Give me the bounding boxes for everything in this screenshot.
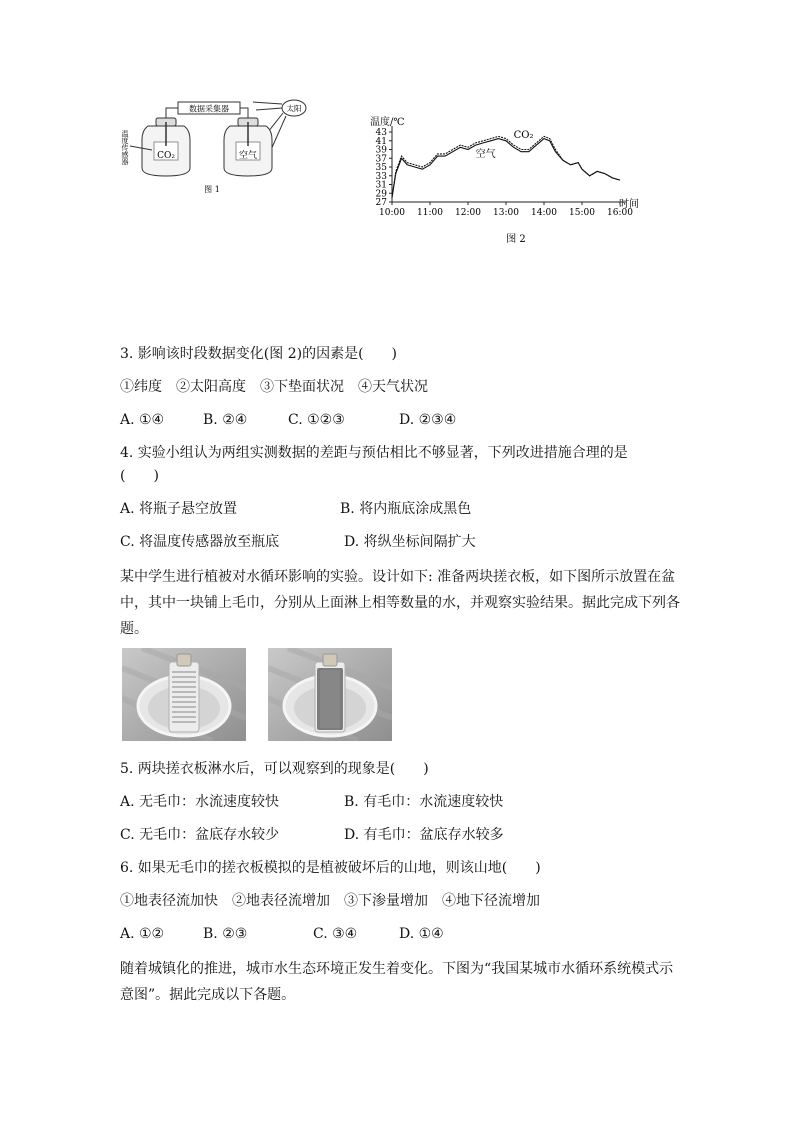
photo-washboard-no-towel — [122, 648, 246, 741]
y-tick-label: 43 — [375, 128, 387, 138]
q4-option-b: B. 将内瓶底涂成黑色 — [340, 501, 472, 517]
q6-option-c: C. ③④ — [313, 926, 358, 942]
q5-option-a: A. 无毛巾：水流速度较快 — [120, 794, 280, 810]
co2-jar-label: CO₂ — [157, 151, 175, 161]
q3-option-c: C. ①②③ — [288, 412, 345, 428]
y-tick-label: 35 — [375, 163, 387, 173]
figure-2-caption: 图 2 — [506, 234, 526, 245]
q4-option-a: A. 将瓶子悬空放置 — [120, 501, 238, 517]
y-axis-label: 温度/℃ — [370, 117, 405, 128]
figure-2-chart — [364, 112, 654, 252]
x-tick-label: 10:00 — [379, 208, 405, 218]
y-tick-label: 37 — [375, 154, 387, 165]
q5-stem: 5. 两块搓衣板淋水后，可以观察到的现象是( ) — [120, 761, 429, 777]
x-tick-label: 13:00 — [493, 208, 519, 218]
x-tick-label: 12:00 — [455, 208, 481, 218]
sensor-label: 温度传感器 — [121, 130, 129, 165]
x-tick-label: 16:00 — [607, 208, 633, 218]
q4-stem-paren: ( ) — [120, 468, 159, 484]
y-tick-label: 27 — [375, 198, 387, 208]
q3-items: ①纬度 ②太阳高度 ③下垫面状况 ④天气状况 — [120, 379, 428, 395]
q3-option-d: D. ②③④ — [399, 412, 457, 428]
air-jar-label: 空气 — [238, 151, 258, 161]
q6-option-d: D. ①④ — [399, 926, 444, 942]
q4-option-c: C. 将温度传感器放至瓶底 — [120, 534, 280, 550]
x-axis-label: 时间 — [619, 199, 639, 210]
q3-option-a: A. ①④ — [120, 412, 165, 428]
intro-paragraph-urban-water: 随着城镇化的推进，城市水生态环境正发生着变化。下图为“我国某城市水循环系统模式示意图”。据此完成以下各题。 — [120, 961, 674, 1003]
sun-label: 太阳 — [286, 104, 302, 113]
q6-option-a: A. ①② — [120, 926, 165, 942]
series-label-air: 空气 — [475, 148, 496, 160]
collector-label: 数据采集器 — [189, 104, 229, 114]
q6-stem: 6. 如果无毛巾的搓衣板模拟的是植被破坏后的山地，则该山地( ) — [120, 860, 541, 876]
q5-option-d: D. 有毛巾：盆底存水较多 — [344, 827, 504, 843]
q5-option-c: C. 无毛巾：盆底存水较少 — [120, 827, 280, 843]
x-tick-label: 15:00 — [569, 208, 595, 218]
intro-paragraph-washboard: 某中学生进行植被对水循环影响的实验。设计如下: 准备两块搓衣板，如下图所示放置在盆中，其中一块铺上毛巾，分别从上面淋上相等数量的水，并观察实验结果。据此完成下列各题。 — [120, 569, 680, 637]
y-tick-label: 29 — [375, 189, 387, 200]
q5-option-b: B. 有毛巾：水流速度较快 — [344, 794, 504, 810]
q6-option-b: B. ②③ — [203, 926, 248, 942]
y-tick-label: 41 — [375, 136, 387, 147]
q6-items: ①地表径流加快 ②地表径流增加 ③下渗量增加 ④地下径流增加 — [120, 893, 540, 909]
y-tick-label: 33 — [375, 171, 387, 182]
x-tick-label: 14:00 — [531, 208, 557, 218]
photo-washboard-with-towel — [268, 648, 392, 741]
figure-1-caption: 图 1 — [204, 185, 220, 194]
co2-jar — [142, 118, 190, 176]
q4-stem: 4. 实验小组认为两组实测数据的差距与预估相比不够显著，下列改进措施合理的是 — [120, 445, 628, 461]
y-tick-label: 31 — [375, 180, 387, 191]
series-label-co2: CO₂ — [513, 130, 534, 142]
series-line-air — [392, 139, 620, 198]
q3-option-b: B. ②④ — [203, 412, 248, 428]
air-jar — [224, 118, 272, 176]
y-tick-label: 39 — [375, 145, 387, 156]
x-tick-label: 11:00 — [417, 208, 443, 218]
q4-option-d: D. 将纵坐标间隔扩大 — [344, 534, 476, 550]
q3-stem: 3. 影响该时段数据变化(图 2)的因素是( ) — [120, 346, 398, 362]
figure-1 — [118, 96, 338, 200]
